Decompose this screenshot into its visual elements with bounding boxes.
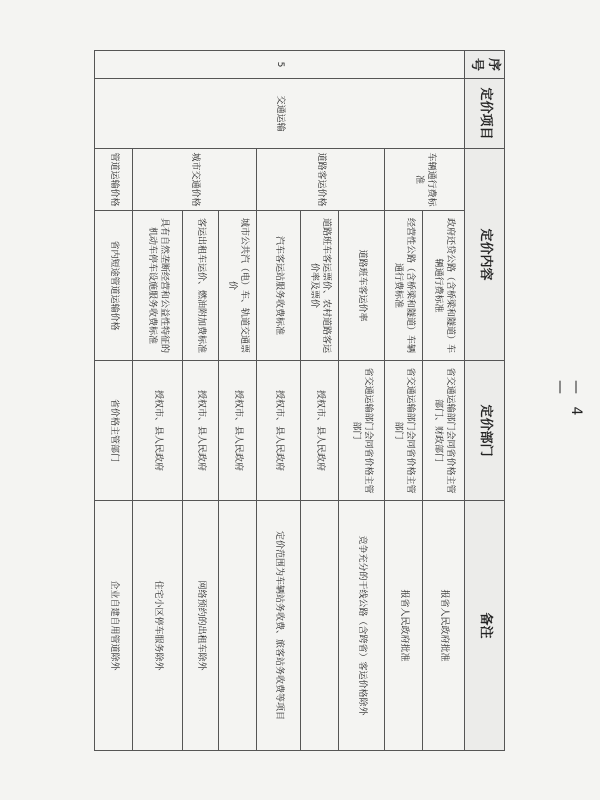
seq-cell: 5 — [95, 51, 465, 79]
dept-cell: 授权市、县人民政府 — [219, 361, 257, 501]
dept-cell: 授权市、县人民政府 — [257, 361, 301, 501]
page-number: — 4 — — [552, 380, 584, 420]
header-remark: 备注 — [465, 501, 505, 751]
pricing-table — [94, 50, 505, 751]
content-cell: 政府还贷公路（含桥梁和隧道）车辆通行费标准 — [423, 211, 465, 361]
rotated-table-wrapper — [95, 50, 505, 750]
table-row — [95, 51, 133, 751]
content-cell: 城市公共汽（电）车、轨道交通票价 — [219, 211, 257, 361]
remark-cell: 报省人民政府批准 — [423, 501, 465, 751]
header-seq: 序号 — [465, 51, 505, 79]
content-cell: 客运出租车运价、燃油附加费标准 — [183, 211, 219, 361]
remark-cell: 定价范围为车辆站务收费、旅客站务收费等项目 — [257, 501, 301, 751]
dept-cell: 授权市、县人民政府 — [133, 361, 183, 501]
header-row — [465, 51, 505, 751]
remark-cell: 报省人民政府批准 — [385, 501, 423, 751]
content-cell: 具有自然垄断经营和公益性特征的机动车停车设施服务收费标准 — [133, 211, 183, 361]
group-city: 城市交通价格 — [133, 149, 257, 211]
table-row — [219, 51, 257, 751]
header-content: 定价内容 — [465, 149, 505, 361]
remark-cell: 竞争充分的干线公路（含跨省）客运价格除外 — [339, 501, 385, 751]
header-item: 定价项目 — [465, 79, 505, 149]
header-dept: 定价部门 — [465, 361, 505, 501]
table-row — [423, 51, 465, 751]
dept-cell: 省价格主管部门 — [95, 361, 133, 501]
group-road: 道路客运价格 — [257, 149, 385, 211]
content-cell: 省内短途管道运输价格 — [95, 211, 133, 361]
dept-cell: 省交通运输部门会同省价格主管部门 — [339, 361, 385, 501]
content-cell: 道路班车客运票价、农村道路客运价率及票价 — [301, 211, 339, 361]
remark-cell: 企业自建自用管道除外 — [95, 501, 133, 751]
remark-cell: 网络预约的出租车除外 — [183, 501, 219, 751]
table-row — [339, 51, 385, 751]
content-cell: 经营性公路（含桥梁和隧道）车辆通行费标准 — [385, 211, 423, 361]
group-pipeline: 管道运输价格 — [95, 149, 133, 211]
remark-cell: 住宅小区停车服务除外 — [133, 501, 183, 751]
dept-cell: 授权市、县人民政府 — [183, 361, 219, 501]
remark-cell — [219, 501, 257, 751]
content-cell: 汽车客运站服务收费标准 — [257, 211, 301, 361]
item-cell: 交通运输 — [95, 79, 465, 149]
dept-cell: 省交通运输部门会同省价格主管部门 — [385, 361, 423, 501]
content-cell: 道路班车客运价率 — [339, 211, 385, 361]
remark-cell — [301, 501, 339, 751]
dept-cell: 省交通运输部门会同省价格主管部门、财政部门 — [423, 361, 465, 501]
dept-cell: 授权市、县人民政府 — [301, 361, 339, 501]
group-toll: 车辆通行费标准 — [385, 149, 465, 211]
